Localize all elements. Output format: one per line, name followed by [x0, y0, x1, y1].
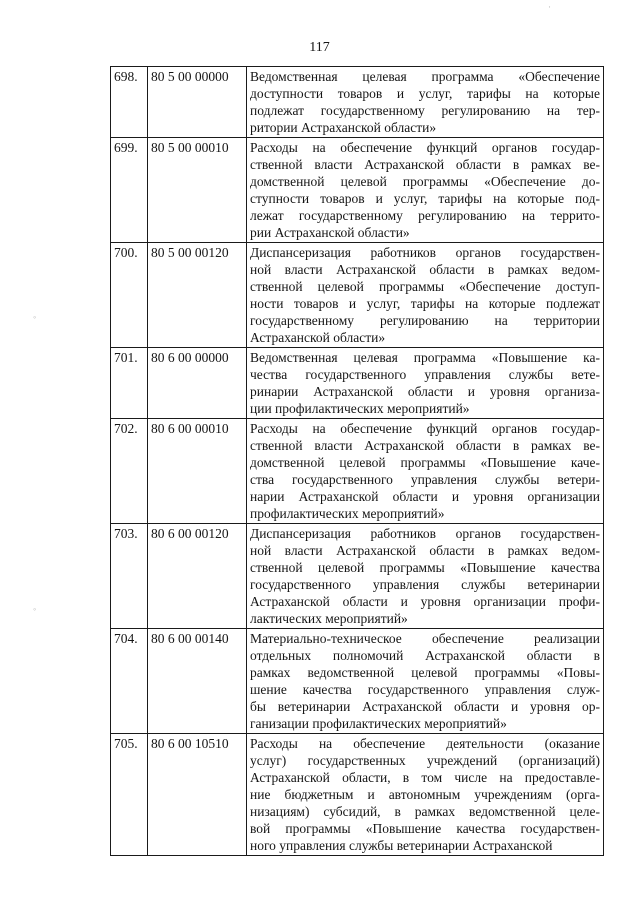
- description-line: государственного управления службы ветеринарии: [250, 577, 600, 592]
- classification-code-cell: 80 5 00 00010: [148, 138, 247, 243]
- row-number-cell: 705.: [111, 734, 148, 856]
- page-number: 117: [309, 40, 330, 55]
- description-line: Расходы на обеспечение деятельности (оказание: [250, 736, 600, 751]
- description-line: услуг) государственных учреждений (организаций): [250, 753, 600, 768]
- description-line: государственному регулированию на территории: [250, 313, 600, 328]
- description-line: лактических мероприятий»: [250, 611, 408, 626]
- row-number-cell: 703.: [111, 524, 148, 629]
- description-cell: [247, 138, 604, 243]
- table-row: [111, 734, 604, 856]
- description-line: Диспансеризация работников органов государствен-: [250, 245, 600, 260]
- description-cell: [247, 67, 604, 138]
- description-cell: [247, 243, 604, 348]
- classification-code-cell: 80 6 00 00120: [148, 524, 247, 629]
- description-line: лежат государственному регулированию на террито-: [250, 208, 600, 223]
- description-line: Расходы на обеспечение функций органов государ-: [250, 421, 600, 436]
- description-line: ства государственного управления службы ветери-: [250, 472, 600, 487]
- description-line: рии Астраханской области»: [250, 225, 410, 240]
- table-row: [111, 629, 604, 734]
- description-line: ственной власти Астраханской области в рамках ве-: [250, 438, 600, 453]
- description-line: Диспансеризация работников органов государствен-: [250, 526, 600, 541]
- description-line: ственной целевой программы «Повышение качества: [250, 560, 600, 575]
- description-line: доступности товаров и услуг, тарифы на которые: [250, 86, 600, 101]
- classification-code-cell: 80 6 00 00010: [148, 419, 247, 524]
- description-line: бы ветеринарии Астраханской области и уровня ор-: [250, 699, 600, 714]
- description-line: Астраханской области и уровня организации профи-: [250, 594, 600, 609]
- description-line: ритории Астраханской области»: [250, 120, 437, 135]
- row-number-cell: 704.: [111, 629, 148, 734]
- table-body: [111, 67, 604, 856]
- description-line: подлежат государственному регулированию на тер-: [250, 103, 600, 118]
- description-line: ринарии Астраханской области и уровня организа-: [250, 384, 600, 399]
- description-line: ции профилактических мероприятий»: [250, 401, 470, 416]
- description-line: отдельных полномочий Астраханской области в: [250, 648, 600, 663]
- description-line: рамках ведомственной целевой программы «Повы-: [250, 665, 600, 680]
- classification-code-cell: 80 6 00 00140: [148, 629, 247, 734]
- description-line: шение качества государственного управления служ-: [250, 682, 600, 697]
- description-cell: [247, 734, 604, 856]
- description-line: ние бюджетным и автономным учреждениям (орга-: [250, 787, 600, 802]
- row-number-cell: 700.: [111, 243, 148, 348]
- description-line: Расходы на обеспечение функций органов государ-: [250, 140, 600, 155]
- table-row: [111, 348, 604, 419]
- description-line: вой программы «Повышение качества государствен-: [250, 821, 600, 836]
- description-line: ной власти Астраханской области в рамках ведом-: [250, 262, 600, 277]
- description-cell: [247, 524, 604, 629]
- scan-mark: ◦: [33, 604, 37, 614]
- description-line: нарии Астраханской области и уровня организации: [250, 489, 600, 504]
- description-cell: [247, 629, 604, 734]
- description-line: ственной целевой программы «Обеспечение доступ-: [250, 279, 600, 294]
- classification-code-cell: 80 5 00 00120: [148, 243, 247, 348]
- row-number-cell: 702.: [111, 419, 148, 524]
- table-row: [111, 243, 604, 348]
- row-number-cell: 699.: [111, 138, 148, 243]
- budget-classification-table: [110, 66, 604, 856]
- description-line: Ведомственная целевая программа «Обеспечение: [250, 69, 600, 84]
- table-row: [111, 67, 604, 138]
- description-line: Астраханской области»: [250, 330, 386, 345]
- classification-code-cell: 80 5 00 00000: [148, 67, 247, 138]
- description-line: низациям) субсидий, в рамках ведомственной целе-: [250, 804, 600, 819]
- description-line: домственной целевой программы «Обеспечение до-: [250, 174, 600, 189]
- description-line: ступности товаров и услуг, тарифы на которые под-: [250, 191, 600, 206]
- description-line: Материально-техническое обеспечение реализации: [250, 631, 600, 646]
- table-row: [111, 419, 604, 524]
- description-line: Астраханской области, в том числе на предоставле-: [250, 770, 600, 785]
- description-line: Ведомственная целевая программа «Повышение ка-: [250, 350, 600, 365]
- description-line: ганизации профилактических мероприятий»: [250, 716, 507, 731]
- description-line: ного управления службы ветеринарии Астраханской: [250, 838, 553, 853]
- description-line: ной власти Астраханской области в рамках ведом-: [250, 543, 600, 558]
- classification-code-cell: 80 6 00 10510: [148, 734, 247, 856]
- scan-mark: ·: [548, 2, 551, 12]
- classification-code-cell: 80 6 00 00000: [148, 348, 247, 419]
- description-line: чества государственного управления службы вете-: [250, 367, 600, 382]
- table-row: [111, 138, 604, 243]
- description-line: домственной целевой программы «Повышение каче-: [250, 455, 600, 470]
- scan-mark: ◦: [33, 312, 37, 322]
- row-number-cell: 701.: [111, 348, 148, 419]
- description-line: ственной власти Астраханской области в рамках ве-: [250, 157, 600, 172]
- row-number-cell: 698.: [111, 67, 148, 138]
- table-row: [111, 524, 604, 629]
- description-cell: [247, 419, 604, 524]
- description-line: ности товаров и услуг, тарифы на которые подлежат: [250, 296, 600, 311]
- description-line: профилактических мероприятий»: [250, 506, 445, 521]
- description-cell: [247, 348, 604, 419]
